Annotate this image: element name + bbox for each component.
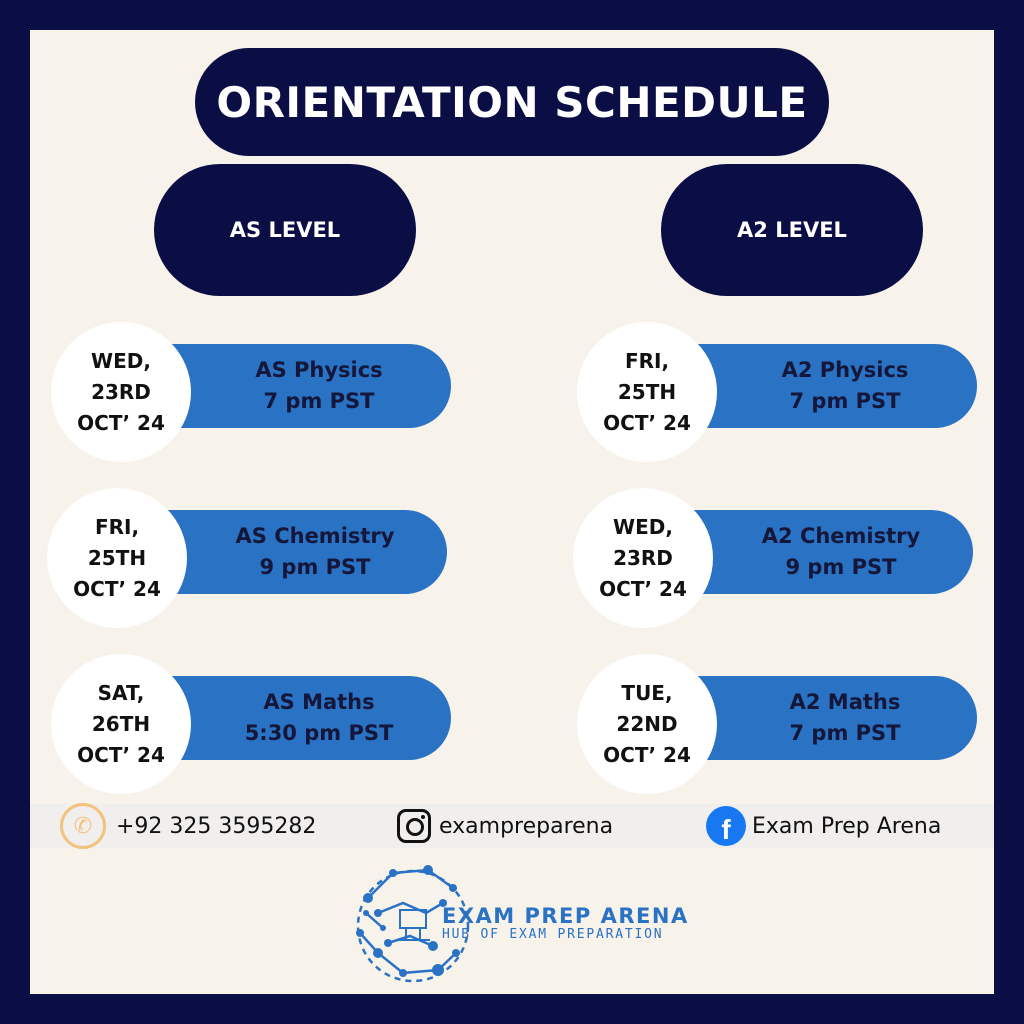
facebook-contact[interactable]	[706, 804, 941, 848]
session-day: SAT,	[97, 680, 145, 705]
session-date-circle	[577, 654, 717, 794]
logo-name: EXAM PREP ARENA	[442, 904, 689, 928]
session-subject: AS Physics	[255, 358, 383, 382]
session-day: FRI,	[624, 348, 670, 373]
session-date-circle	[573, 488, 713, 628]
as-level-header: AS LEVEL	[154, 164, 416, 296]
instagram-handle: exampreparena	[439, 813, 614, 839]
a2-session-physics	[577, 322, 977, 462]
session-date: 26TH	[91, 711, 151, 736]
session-bar	[143, 510, 447, 594]
instagram-contact[interactable]	[397, 804, 613, 848]
as-session-physics	[51, 322, 451, 462]
session-subject: AS Maths	[263, 690, 375, 714]
a2-level-header: A2 LEVEL	[661, 164, 923, 296]
a2-session-chemistry	[573, 488, 973, 628]
session-date: 25TH	[87, 545, 147, 570]
session-bar	[147, 676, 451, 760]
session-date-circle	[51, 654, 191, 794]
session-month: OCT’ 24	[73, 576, 161, 601]
session-month: OCT’ 24	[77, 742, 165, 767]
as-session-maths	[51, 654, 451, 794]
phone-contact[interactable]	[60, 804, 316, 848]
instagram-icon	[397, 809, 431, 843]
session-month: OCT’ 24	[599, 576, 687, 601]
session-subject: A2 Physics	[781, 358, 909, 382]
logo-tagline: HUB OF EXAM PREPARATION	[442, 927, 664, 942]
session-month: OCT’ 24	[603, 410, 691, 435]
session-bar	[147, 344, 451, 428]
session-time: 9 pm PST	[259, 555, 371, 579]
session-day: WED,	[91, 348, 151, 373]
session-time: 7 pm PST	[263, 389, 375, 413]
session-month: OCT’ 24	[603, 742, 691, 767]
session-time: 9 pm PST	[785, 555, 897, 579]
phone-number: +92 325 3595282	[116, 813, 317, 839]
session-day: WED,	[613, 514, 673, 539]
session-date-circle	[577, 322, 717, 462]
session-subject: A2 Maths	[789, 690, 901, 714]
session-bar	[673, 676, 977, 760]
session-date-circle	[47, 488, 187, 628]
session-date-circle	[51, 322, 191, 462]
whatsapp-icon: ✆	[60, 803, 106, 849]
session-subject: A2 Chemistry	[761, 524, 921, 548]
facebook-icon: f	[706, 806, 746, 846]
session-date: 22ND	[616, 711, 678, 736]
a2-session-maths	[577, 654, 977, 794]
session-time: 5:30 pm PST	[244, 721, 394, 745]
session-bar	[669, 510, 973, 594]
session-subject: AS Chemistry	[235, 524, 395, 548]
session-month: OCT’ 24	[77, 410, 165, 435]
session-day: TUE,	[621, 680, 673, 705]
page-title: ORIENTATION SCHEDULE	[195, 48, 829, 156]
session-bar	[673, 344, 977, 428]
session-date: 23RD	[91, 379, 151, 404]
session-day: FRI,	[94, 514, 140, 539]
facebook-name: Exam Prep Arena	[752, 813, 942, 839]
session-time: 7 pm PST	[789, 721, 901, 745]
as-session-chemistry	[47, 488, 447, 628]
session-time: 7 pm PST	[789, 389, 901, 413]
session-date: 23RD	[613, 545, 673, 570]
session-date: 25TH	[617, 379, 677, 404]
